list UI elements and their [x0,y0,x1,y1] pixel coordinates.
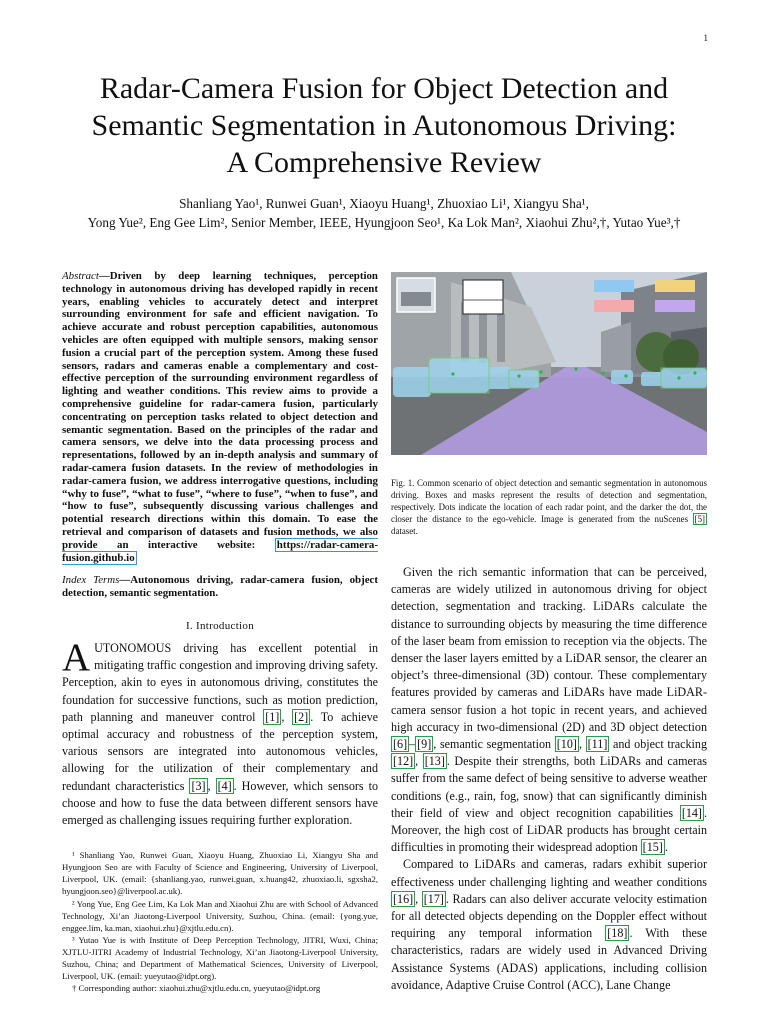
citation-link[interactable]: [4] [217,778,232,793]
website-link[interactable]: https://radar-camera-fusion.github.io [62,538,378,564]
citation-link[interactable]: [13] [424,754,445,769]
footnote: † Corresponding author: xiaohui.zhu@xjtlu.edu.cn, yueyutao@idpt.org [72,983,321,994]
citation-link[interactable]: [15] [642,840,663,855]
title-line: Radar-Camera Fusion for Object Detection and [99,72,669,105]
text-run: Given the rich semantic information that can be perceived, cameras are widely utilized in autonomous driving for object detection, segmentation and tracking. LiDARs calculate the distance to surrounding objects by measuring the time difference of the laser beam from emission to reception via the objects. The denser the laser layers emitted by a LiDAR sensor, the clearer an object’s three-dimensional (3D) contour. These complementary features provided by cameras and LiDARs have made LiDAR-camera sensor fusion a hot topic in recent years, and achieved high accuracy in two-dimensional (2D) and 3D object detection [391,565,707,734]
title-line: A Comprehensive Review [226,146,542,179]
author-line: Shanliang Yao¹, Runwei Guan¹, Xiaoyu Huang¹, Zhuoxiao Li¹, Xiangyu Sha¹, [179,196,589,211]
title-line: Semantic Segmentation in Autonomous Driving: [91,109,677,142]
abstract-text: —Driven by deep learning techniques, perception technology in autonomous driving has developed rapidly in recent years, enabling vehicles to accurately detect and interpret surrounding environment for safe and efficient navigation. To achieve accurate and robust perception capabilities, autonomous vehicles are often equipped with multiple sensors, making sensor fusion a crucial part of the perception system. Among these fused sensors, radars and cameras enable a complementary and cost-effective perception of the surrounding environment regardless of lighting and weather conditions. This review aims to provide a comprehensive guideline for radar-camera fusion, particularly concentrating on perception tasks related to object detection and semantic segmentation. Based on the principles of the radar and camera sensors, we delve into the data processing process and representations, followed by an in-depth analysis and summary of radar-camera fusion datasets. In the review of methodologies in radar-camera fusion, we address interrogative questions, including “why to fuse”, “what to fuse”, “where to fuse”, “when to fuse”, and “how to fuse”, subsequently discussing various challenges and potential research directions within this domain. To ease the retrieval and comparison of datasets and fusion methods, we also provide an interactive website: [62,270,378,551]
body-paragraph [391,564,707,856]
text-run: . Radars can also deliver accurate velocity estimation for all detected objects depending on the Doppler effect without requiring any temporal information [391,891,707,941]
citation-link[interactable]: [1] [265,709,280,724]
author-line: Yong Yue², Eng Gee Lim², Senior Member, IEEE, Hyungjoon Seo¹, Ka Lok Man², Xiaohui Zhu²,†, Yutao Yue³,† [87,215,681,230]
paper-title [40,70,728,181]
abstract [62,270,378,564]
text-run: and object tracking [609,737,707,752]
citation-link[interactable]: [14] [681,805,702,820]
left-column [62,270,378,994]
text-run: , [207,778,216,793]
footnotes [62,849,378,994]
citation-link[interactable]: [12] [393,754,414,769]
index-terms-text: —Autonomous driving, radar-camera fusion, object detection, semantic segmentation. [62,574,378,600]
text-run: , [578,737,586,752]
section-heading-introduction: I. Introduction [185,619,255,632]
right-column-body [391,564,707,994]
caption-tail: dataset. [391,526,418,537]
drop-cap: A [62,635,91,679]
citation-link[interactable]: [11] [587,737,608,752]
page-number: 1 [703,33,708,43]
citation-link[interactable]: [6] [393,737,408,752]
text-run: . Despite their strengths, both LiDARs and cameras suffer from the same defect of being sensitive to adverse weather conditions (e.g., rain, fog, snow) that can significantly diminish their field of view and object recognition capabilities [391,754,708,820]
text-run: , [281,709,293,724]
footnote: ¹ Shanliang Yao, Runwei Guan, Xiaoyu Huang, Zhuoxiao Li, Xiangyu Sha and Hyungjoon Seo are with Faculty of Science and Engineering, University of Liverpool, Liverpool, UK. (email: {shanliang.yao, runwei.guan, x.huang42, zhuoxiao.li, sgxsha2, hyungjoon.seo}@liverpool.ac.uk). [62,850,378,897]
text-run: driving has excellent potential in mitigating traffic congestion and improving driving safety. Perception, akin to eyes in autonomous driving, constitutes the foundation for successive functions, such as motion prediction, path planning and maneuver control [62,640,378,724]
abstract-label: Abstract [62,270,99,282]
text-run: . With these characteristics, radars are widely used in Advanced Driving Assistance Systems (ADAS) applications, including collision avoidance, Adaptive Cruise Control (ACC), Lane Change [391,926,707,992]
citation-link[interactable]: [3] [191,778,206,793]
author-list [40,194,728,232]
street-scene-illustration [391,272,707,455]
text-run: . [664,840,668,855]
text-run: . However, which sensors to choose and how to fuse the data between different sensors have emerged as challenging issues requiring further exploration. [62,778,378,827]
figure-1-image [391,272,707,455]
citation-link[interactable]: [17] [423,891,444,906]
legend-swatch [655,280,695,292]
index-terms [62,574,378,600]
legend-swatch [655,300,695,312]
text-run: , semantic segmentation [433,737,555,752]
citation-link[interactable]: [10] [556,737,577,752]
footnote: ² Yong Yue, Eng Gee Lim, Ka Lok Man and Xiaohui Zhu are with School of Advanced Technology, Xi’an Jiaotong-Liverpool University, Suzhou, China. (email: {yong.yue, enggee.lim, ka.man, xiaohui.zhu}@xjtlu.edu.cn). [62,898,378,933]
body-paragraph [391,856,707,994]
legend-swatch [594,300,634,312]
citation-link[interactable]: [18] [607,926,628,941]
citation-link[interactable]: [9] [417,737,432,752]
footnote: ³ Yutao Yue is with Institute of Deep Perception Technology, JITRI, Wuxi, China; XJTLU-JITRI Academy of Industrial Technology, Xi’an Jiaotong-Liverpool University, Suzhou, China; and Department of Mathematical Sciences, University of Liverpool, Liverpool, UK. (email: yueyutao@idpt.org). [62,934,378,982]
figure-label: Fig. 1. [391,478,415,488]
legend-swatch [594,280,634,292]
text-run: , [415,754,423,769]
citation-link[interactable]: [5] [694,514,705,525]
text-run: Compared to LiDARs and cameras, radars exhibit superior effectiveness under challenging lighting and weather conditions [391,857,707,889]
index-terms-label: Index Terms [62,574,120,587]
text-run: . Moreover, the high cost of LiDAR products has brought certain difficulties in promoting their widespread adoption [391,805,707,855]
intro-first-word: UTONOMOUS [94,640,172,655]
text-run: , [415,891,422,906]
citation-link[interactable]: [16] [393,891,414,906]
text-run: – [409,737,416,752]
intro-paragraph [62,635,378,829]
caption-text: Common scenario of object detection and semantic segmentation in autonomous driving. Boxes and masks represent the results of detection and segmentation, respectively. Dots indicate the location of each radar point, and the darker the dot, the closer the distance to the ego-vehicle. Image is generated from the nuScenes [391,478,708,525]
figure-caption [391,477,707,537]
citation-link[interactable]: [2] [294,709,309,724]
text-run: . To achieve optimal accuracy and robustness of the perception system, various sensors are integrated into autonomous vehicles, allowing for the utilization of their complementary and redundant characteristics [62,709,378,793]
